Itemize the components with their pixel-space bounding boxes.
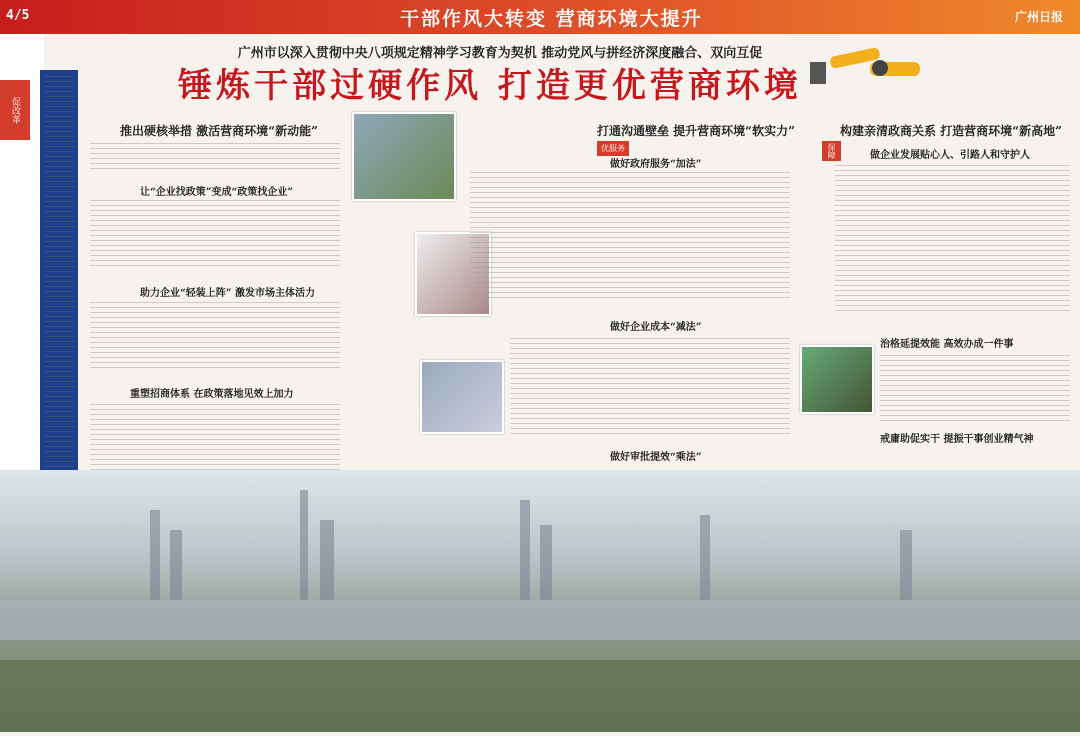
article-subhead: 广州市以深入贯彻中央八项规定精神学习教育为契机 推动党风与拼经济深度融合、双向互促: [237, 46, 763, 61]
col3-sub1: 做企业发展贴心人、引路人和守护人: [870, 150, 1030, 161]
col2-label: 优服务: [597, 141, 629, 156]
factory-photo: [420, 360, 504, 434]
newspaper-logo: 广州日报: [1015, 10, 1064, 24]
col3-text-1: [835, 165, 1070, 315]
col1-sub3: 重塑招商体系 在政策落地见效上加力: [130, 389, 294, 400]
col1-sub2: 助力企业“轻装上阵” 激发市场主体活力: [140, 288, 315, 299]
article-headline: 锤炼干部过硬作风 打造更优营商环境: [178, 66, 802, 106]
skyline-silhouette-icon: [0, 470, 1080, 732]
col1-title: 推出硬核举措 激活营商环境“新动能”: [120, 124, 318, 138]
col2-sub1: 做好政府服务“加法”: [610, 159, 702, 170]
col1-intro-text: [90, 143, 340, 173]
col1-text-3: [90, 404, 340, 474]
col2-sub2: 做好企业成本“减法”: [610, 322, 702, 333]
col3-sub3: 戒庸助促实干 提振干事创业精气神: [880, 434, 1034, 445]
page-number: 4/5: [6, 8, 30, 23]
col1-text-2: [90, 302, 340, 368]
col1-sub1: 让“企业找政策”变成“政策找企业”: [140, 187, 294, 198]
col3-text-2: [880, 355, 1070, 425]
col2-text-2: [510, 338, 790, 438]
col2-sub3: 做好审批提效“乘法”: [610, 452, 702, 463]
col1-text-1: [90, 200, 340, 270]
left-section-label: 促改革: [0, 80, 30, 140]
city-skyline-photo: [0, 470, 1080, 732]
col3-title: 构建亲清政商关系 打造营商环境“新高地”: [840, 124, 1062, 138]
col2-text-1: [470, 172, 790, 302]
drone-photo: [800, 345, 874, 414]
col3-sub2: 治格延提效能 高效办成一件事: [880, 339, 1014, 350]
left-column-text: [40, 70, 78, 510]
railway-photo: [352, 112, 456, 201]
banner-title: 干部作风大转变 营商环境大提升: [400, 8, 703, 30]
col3-label: 保障: [822, 141, 841, 161]
col2-title: 打通沟通壁垒 提升营商环境“软实力”: [597, 124, 795, 138]
